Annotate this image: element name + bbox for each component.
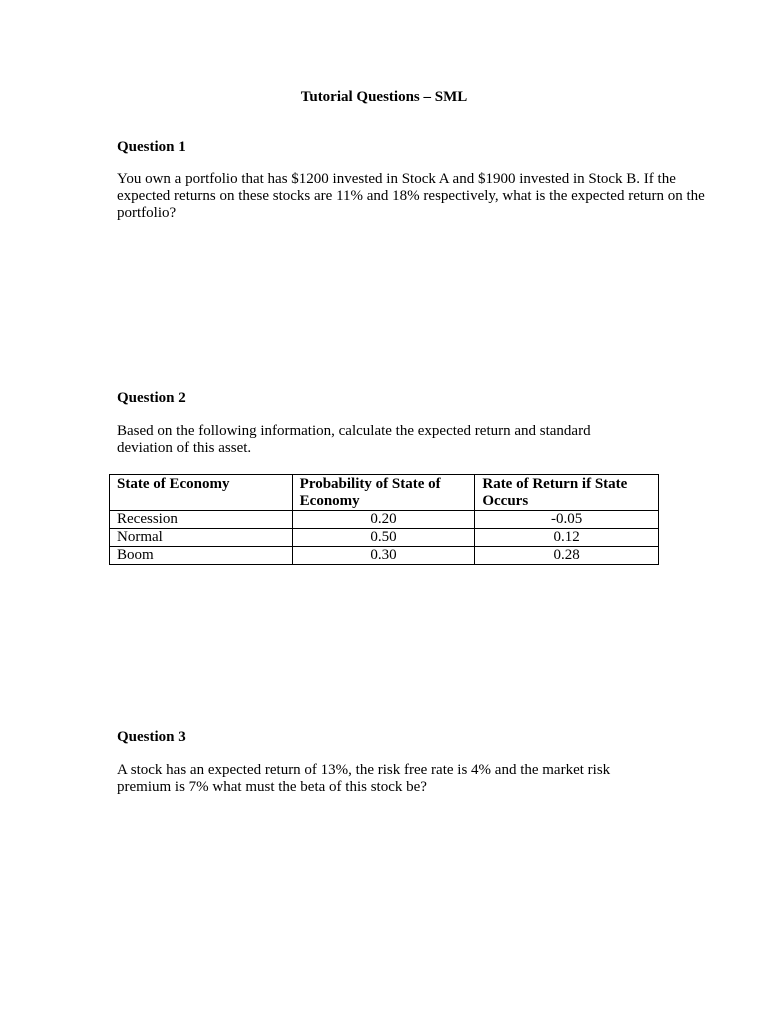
question-2-heading: Question 2 [117, 390, 186, 406]
cell-probability: 0.30 [292, 547, 475, 565]
question-3-text: A stock has an expected return of 13%, the risk free rate is 4% and the market risk premium is 7% what must the beta of this stock be? [117, 762, 611, 795]
cell-return: 0.28 [475, 547, 659, 565]
question-2-text: Based on the following information, calculate the expected return and standard deviation of this asset. [117, 423, 591, 456]
question-1-heading: Question 1 [117, 139, 186, 155]
column-header-probability: Probability of State of Economy [292, 475, 475, 511]
column-header-return: Rate of Return if State Occurs [475, 475, 659, 511]
column-header-state: State of Economy [110, 475, 293, 511]
cell-probability: 0.50 [292, 529, 475, 547]
cell-return: -0.05 [475, 511, 659, 529]
document-title: Tutorial Questions – SML [300, 89, 468, 105]
cell-state: Normal [110, 529, 293, 547]
cell-probability: 0.20 [292, 511, 475, 529]
table-header-row [110, 475, 659, 511]
cell-state: Recession [110, 511, 293, 529]
table-row [110, 529, 659, 547]
table-row [110, 511, 659, 529]
question-3-heading: Question 3 [117, 729, 186, 745]
question-1-text: You own a portfolio that has $1200 invested in Stock A and $1900 invested in Stock B. If the expected returns on these stocks are 11% and 18% respectively, what is the expected return on the portfolio? [117, 171, 705, 221]
economy-states-table [109, 474, 659, 565]
table-row [110, 547, 659, 565]
cell-state: Boom [110, 547, 293, 565]
cell-return: 0.12 [475, 529, 659, 547]
